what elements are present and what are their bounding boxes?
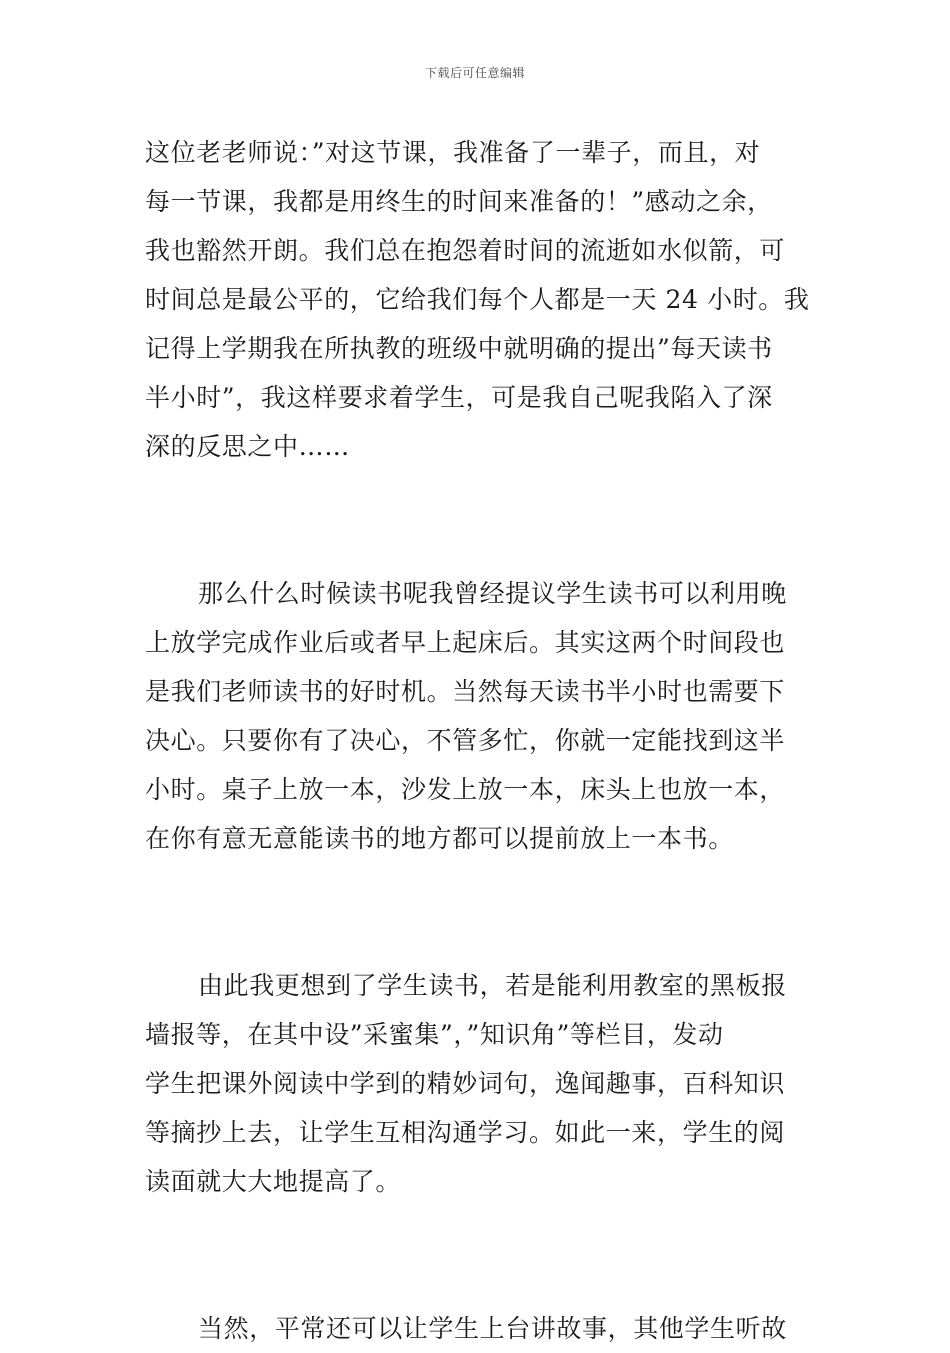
paragraph-2: [145, 569, 815, 863]
document-body: [145, 128, 815, 1353]
page-header: 下载后可任意编辑: [424, 66, 525, 80]
text-line: 由此我更想到了学生读书，若是能利用教室的黑板报: [198, 971, 787, 1000]
text-line: 等摘抄上去，让学生互相沟通学习。如此一来，学生的阅: [145, 1118, 786, 1147]
text-line: 是我们老师读书的好时机。当然每天读书半小时也需要下: [145, 677, 786, 706]
text-line: 每一节课，我都是用终生的时间来准备的！”感动之余，: [145, 187, 773, 216]
text-line: 在你有意无意能读书的地方都可以提前放上一本书。: [145, 824, 734, 853]
text-line: 墙报等，在其中设”采蜜集”，”知识角”等栏目，发动: [145, 1020, 724, 1049]
paragraph-4: [145, 1304, 815, 1353]
paragraph-1: [145, 128, 815, 471]
text-line: 深的反思之中……: [145, 432, 350, 461]
paragraph-3: [145, 961, 815, 1206]
text-line: 学生把课外阅读中学到的精妙词句，逸闻趣事，百科知识: [145, 1069, 786, 1098]
paragraph-spacer: [145, 1206, 815, 1304]
text-line: 决心。只要你有了决心，不管多忙，你就一定能找到这半: [145, 726, 786, 755]
text-line: 那么什么时候读书呢我曾经提议学生读书可以利用晚: [198, 579, 787, 608]
text-line: 上放学完成作业后或者早上起床后。其实这两个时间段也: [145, 628, 786, 657]
text-line: 我也豁然开朗。我们总在抱怨着时间的流逝如水似箭，可: [145, 236, 786, 265]
paragraph-spacer: [145, 471, 815, 569]
text-line: 这位老老师说：”对这节课，我准备了一辈子，而且，对: [145, 138, 761, 167]
text-line: 时间总是最公平的，它给我们每个人都是一天 24 小时。我: [145, 285, 810, 314]
text-line: 小时。桌子上放一本，沙发上放一本，床头上也放一本，: [145, 775, 786, 804]
text-line: 半小时”，我这样要求着学生，可是我自己呢我陷入了深: [145, 383, 773, 412]
text-line: 当然，平常还可以让学生上台讲故事，其他学生听故: [198, 1314, 787, 1343]
paragraph-spacer: [145, 863, 815, 961]
text-line: 记得上学期我在所执教的班级中就明确的提出”每天读书: [145, 334, 773, 363]
text-line: 读面就大大地提高了。: [145, 1167, 402, 1196]
